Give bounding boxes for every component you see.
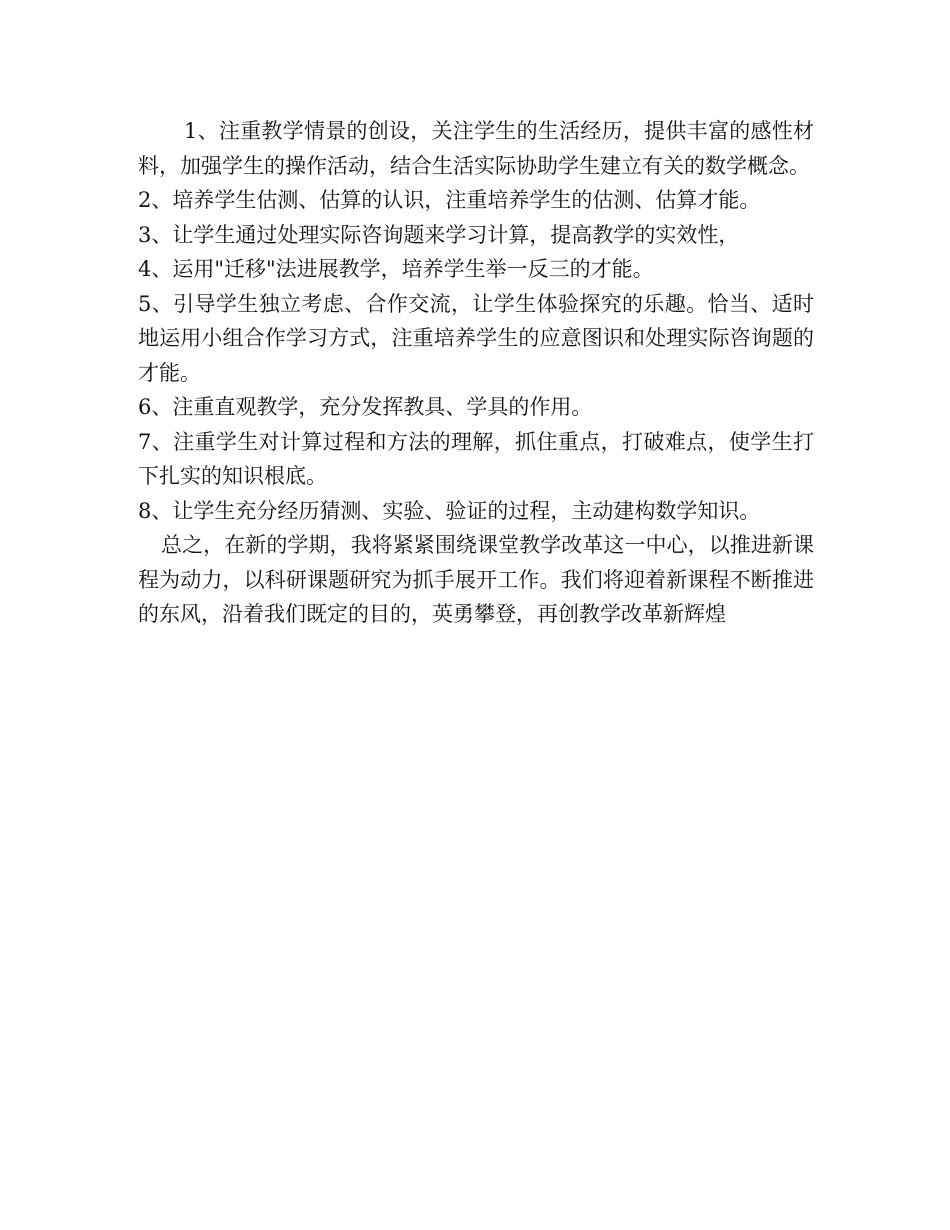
document-body: [138, 114, 814, 632]
list-item-4: 4、运用"迁移"法进展教学，培养学生举一反三的才能。: [138, 257, 654, 281]
list-item-3: 3、让学生通过处理实际咨询题来学习计算，提高教学的实效性，: [138, 222, 740, 247]
list-item-8: 8、让学生充分经历猜测、实验、验证的过程，主动建构数学知识。: [138, 498, 761, 523]
list-item-5: 5、引导学生独立考虑、合作交流，让学生体验探究的乐趣。恰当、适时地运用小组合作学习方式，注重培养学生的应意图识和处理实际咨询题的才能。: [138, 291, 814, 385]
list-item-1: 1、注重教学情景的创设，关注学生的生活经历，提供丰富的感性材料，加强学生的操作活动，结合生活实际协助学生建立有关的数学概念。: [138, 119, 814, 178]
list-item-6: 6、注重直观教学，充分发挥教具、学具的作用。: [138, 395, 593, 419]
list-item-2: 2、培养学生估测、估算的认识，注重培养学生的估测、估算才能。: [138, 188, 761, 212]
summary-paragraph: 总之，在新的学期，我将紧紧围绕课堂教学改革这一中心，以推进新课程为动力，以科研课题研究为抓手展开工作。我们将迎着新课程不断推进的东风，沿着我们既定的目的，英勇攀登，再创教学改革新辉煌: [138, 533, 814, 626]
list-item-7: 7、注重学生对计算过程和方法的理解，抓住重点，打破难点，使学生打下扎实的知识根底。: [138, 429, 814, 488]
